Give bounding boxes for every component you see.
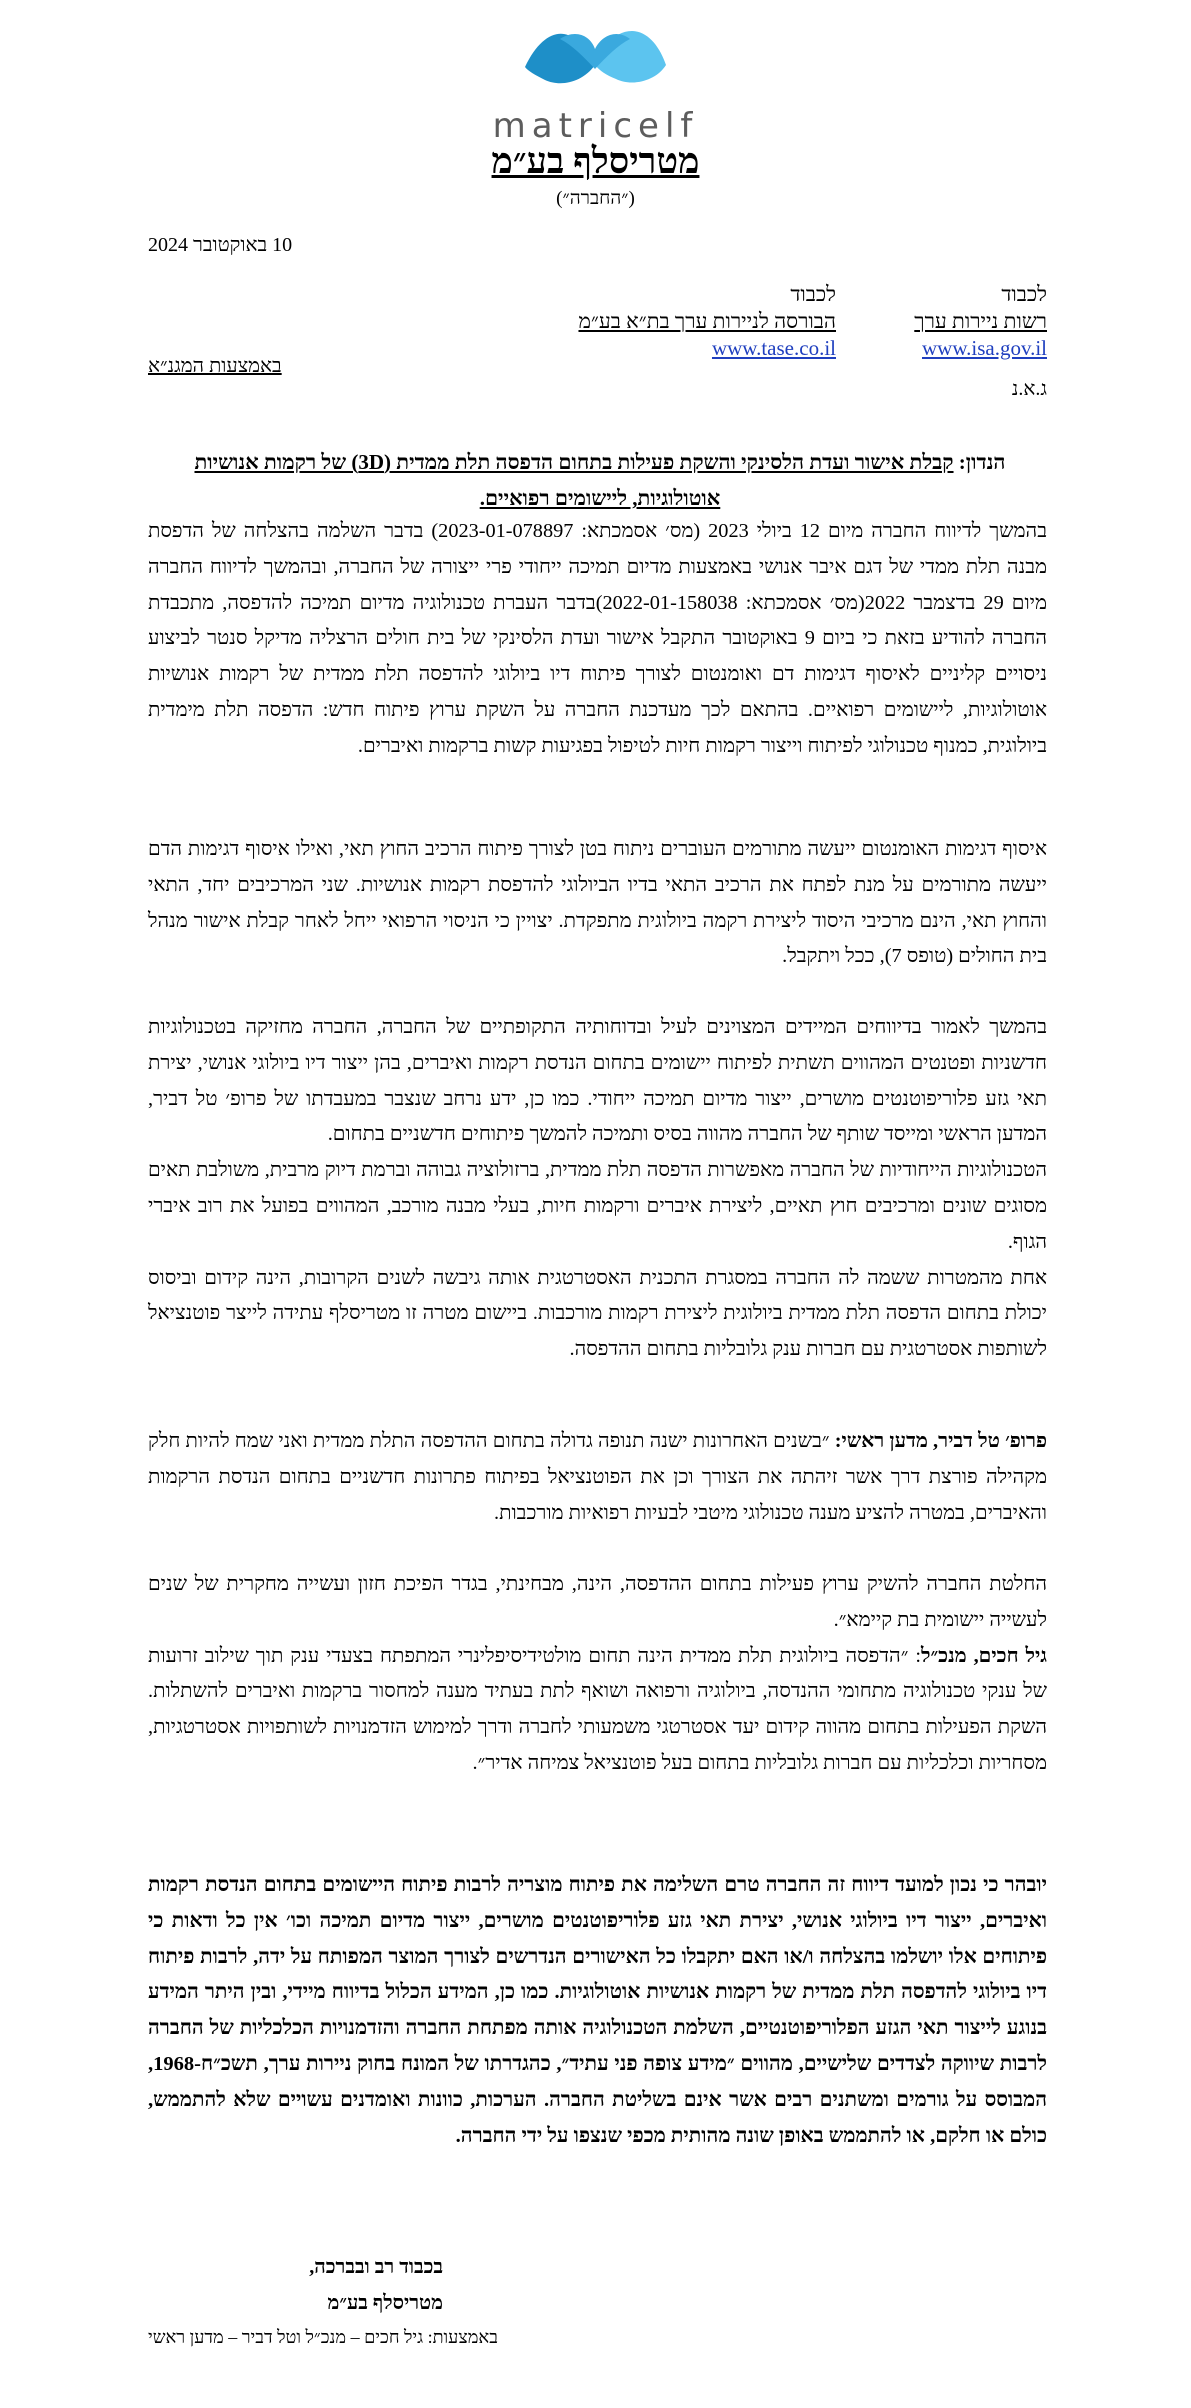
paragraph-2 [148,832,1047,975]
paragraph-text: איסוף דגימות האומנטום ייעשה מתורמים העוברים ניתוח בטן לצורך פיתוח הרכיב החוץ תאי, ואילו איסוף דגימות הדם ייעשה מתורמים על מנת לפתח את הרכיב התאי בדיו הביולוגי להדפסת רקמות אנושיות. שני המרכיבים יחד, התאי והחוץ תאי, הינם מרכיבי היסוד ליצירת רקמה ביולוגית מתפקדת. יצויין כי הניסוי הרפואי ייחל לאחר קבלת אישור מנהל בית החולים (טופס 7), ככל ויתקבל. [148,838,1047,968]
paragraph-text: החלטת החברה להשיק ערוץ פעילות בתחום ההדפסה, הינה, מבחינתי, בגדר הפיכת חזון ועשייה מחקרית של שנים לעשייה יישומית בת קיימא״. [148,1573,1047,1631]
addressee-to: לכבוד [1001,282,1047,306]
addressee-to: לכבוד [790,282,836,306]
company-title: מטריסלף בע״מ [491,141,700,181]
paragraph-text: אחת מהמטרות ששמה לה החברה במסגרת התכנית האסטרטגית אותה גיבשה לשנים הקרובות, הינה קידום וביסוס יכולת בתחום הדפסה תלת ממדית ביולוגית ליצירת רקמות מורכבות. ביישום מטרה זו מטריסלף עתידה לייצר פוטנציאל לשותפות אסטרטגית עם חברות ענק גלובליות בתחום ההדפסה. [148,1266,1047,1361]
subject-label: הנדון: [958,450,1006,474]
paragraph-text: בהמשך לאמור בדיווחים המיידים המצוינים לעיל ובדוחותיה התקופתיים של החברה, החברה מחזיקה בטכנולוגיות חדשניות ופטנטים המהווים תשתית לפיתוח יישומים בתחום הנדסת רקמות ואיברים, בהן ייצור דיו ביולוגי אנושי, יצירת תאי גזע פלוריפוטנטים מושרים, ייצור מדיום תמיכה ייחודי. כמו כן, ידע נרחב שנצבר במעבדתו של פרופ׳ טל דביר, המדען הראשי ומייסד שותף של החברה מהווה בסיס ותמיכה להמשך פיתוחים חדשניים בתחום. [148,1016,1047,1146]
quote-text: : ״הדפסה ביולוגית תלת ממדית הינה תחום מולטידיסיפלינרי המתפתח בצעדי ענק תוך שילוב זרועות של ענקי טכנולוגיה מתחומי ההנדסה, ביולוגיה ורפואה ושואף לתת בעתיד מענה למחסור ברקמות ואיברים להשתלות. השקת הפעילות בתחום מהווה קידום יעד אסטרטגי משמעותי לחברה ודרך למימוש הזדמנויות לשותפויות אסטרטגיות, מסחריות וכלכליות עם חברות גלובליות בתחום בעל פוטנציאל צמיחה אדיר״. [148,1644,1047,1774]
subject-text: קבלת אישור ועדת הלסינקי והשקת פעילות בתחום הדפסה תלת ממדית (3D) של רקמות אנושיות אוטולוגיות, ליישומים רפואיים. [194,450,954,510]
subject-line [160,444,1040,516]
paragraph-1 [148,514,1047,765]
quote-ceo [148,1567,1047,1782]
signature-company: מטריסלף בע״מ [327,2292,443,2314]
quote-speaker: גיל חכים, מנכ״ל [920,1644,1047,1667]
logo-wordmark: matricelf [492,106,699,146]
greeting: ג.א.נ [1011,378,1047,400]
tase-link[interactable]: www.tase.co.il [711,336,836,360]
paragraph-3 [148,1010,1047,1368]
addressee-name: הבורסה לניירות ערך בת״א בע״מ [578,309,836,333]
isa-link[interactable]: www.isa.gov.il [921,336,1047,360]
quote-speaker: פרופ׳ טל דביר, מדען ראשי: [834,1430,1047,1452]
quote-text: ״בשנים האחרונות ישנה תנופה גדולה בתחום ההדפסה התלת ממדית ואני שמח להיות חלק מקהילה פורצת דרך אשר זיהתה את הצורך וכן את הפוטנציאל בפיתוח פתרונות חדשניים בתחום הנדסת הרקמות והאיברים, במטרה להציע מענה טכנולוגי מיטבי לבעיות רפואיות מורכבות. [148,1430,1047,1524]
quote-cso [148,1424,1047,1531]
letter-date: 10 באוקטובר 2024 [148,234,293,256]
paragraph-text: בהמשך לדיווח החברה מיום 12 ביולי 2023 (מס׳ אסמכתא: 2023-01-078897) בדבר השלמה בהצלחה של הדפסת מבנה תלת ממדי של דגם איבר אנושי באמצעות מדיום תמיכה ייחודי פרי ייצורה של החברה, ובהמשך לדיווח החברה מיום 29 בדצמבר 2022(מס׳ אסמכתא: 2022-01-158038)בדבר העברת טכנולוגיה מדיום תמיכה להדפסה, מתכבדת החברה להודיע בזאת כי ביום 9 באוקטובר התקבל אישור ועדת הלסינקי של בית חולים הרצליה מדיקל סנטר לביצוע ניסויים קליניים לאיסוף דגימות דם ואומנטום לצורך פיתוח דיו ביולוגי להדפסה תלת ממדית של רקמות אנושיות אוטולוגיות, ליישומים רפואיים. בהתאם לכך מעדכנת החברה על השקת ערוץ פיתוח חדש: הדפסה תלת מימדית ביולוגית, כמנוף טכנולוגי לפיתוח וייצור רקמות חיות לטיפול בפגיעות קשות ברקמות ואיברים. [148,520,1047,757]
signature-closing: בכבוד רב ובברכה, [309,2256,443,2278]
signature-signers: באמצעות: גיל חכים – מנכ״ל וטל דביר – מדען ראשי [148,2327,498,2347]
via-magna: באמצעות המגנ״א [148,355,282,377]
addressee-tase [476,281,836,362]
addressee-name: רשות ניירות ערך [914,309,1047,333]
company-alias: (״החברה״) [556,188,635,209]
paragraph-text: הטכנולוגיות הייחודיות של החברה מאפשרות הדפסה תלת ממדית, ברזולוציה גבוהה וברמת דיוק מרבית, משולבת תאים מסוגים שונים ומרכיבים חוץ תאיים, ליצירת איברים ורקמות חיות, בעלי מבנה מורכב, המהווים בפועל את רוב איברי הגוף. [148,1159,1047,1253]
matricelf-logo-icon [520,25,670,87]
forward-looking-disclaimer: יובהר כי נכון למועד דיווח זה החברה טרם השלימה את פיתוח מוצריה לרבות פיתוח היישומים בתחום הנדסת רקמות ואיברים, ייצור דיו ביולוגי אנושי, יצירת תאי גזע פלוריפוטנטים מושרים, ייצור מדיום תמיכה וכו׳ אין כל ודאות כי פיתוחים אלו יושלמו בהצלחה ו/או האם יתקבלו כל האישורים הנדרשים לצורך המוצר המפותח על ידה, לרבות פיתוח דיו ביולוגי להדפסה תלת ממדית של רקמות אנושיות אוטולוגיות. כמו כן, המידע הכלול בדיווח מיידי, ובין היתר המידע בנוגע לייצור תאי הגזע הפלוריפוטנטיים, השלמת הטכנולוגיה אותה מפתחת החברה והזדמנויות הכלכליות של החברה לרבות שיווקה לצדדים שלישיים, מהווים ״מידע צופה פני עתיד״, כהגדרתו של המונח בחוק ניירות ערך, תשכ״ח-1968, המבוסס על גורמים ומשתנים רבים אשר אינם בשליטת החברה. הערכות, כוונות ואומדנים עשויים שלא להתממש, כולם או חלקם, או להתממש באופן שונה מהותית מכפי שנצפו על ידי החברה. [148,1874,1047,2147]
